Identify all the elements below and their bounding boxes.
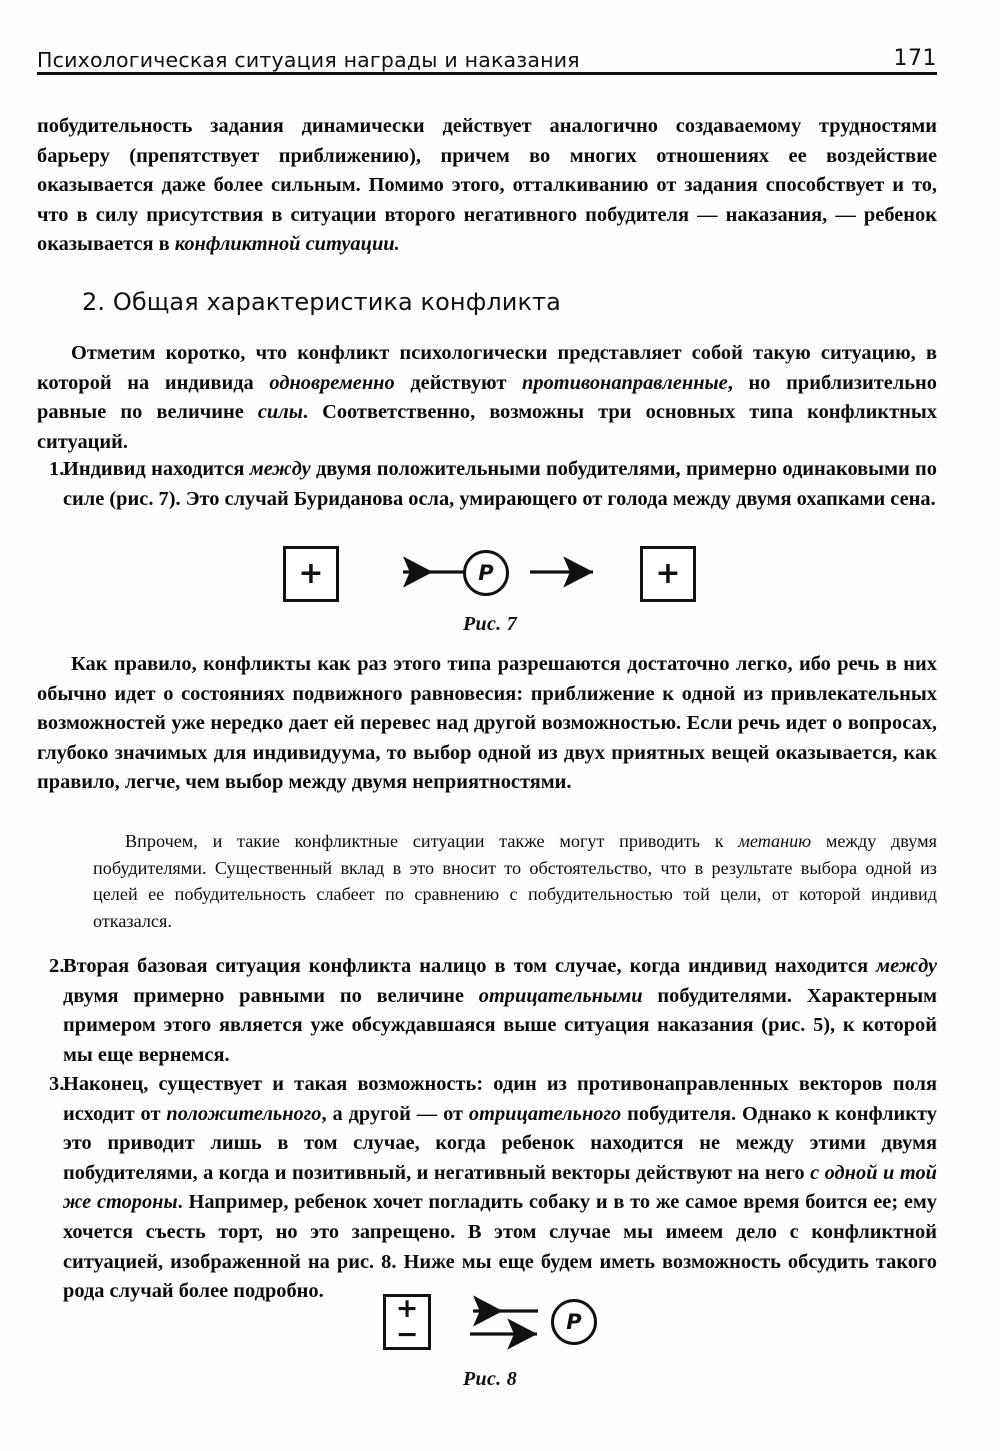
intro-paragraph	[37, 112, 937, 260]
li2-italic-1: между	[876, 955, 937, 977]
list-item-3-number: 3.	[49, 1073, 65, 1095]
li2-part-3: побудителями. Характерным примером этого является уже обсуждавшаяся выше ситуация наказания (рис. 5), к которой мы еще вернемся.	[63, 984, 937, 1066]
lead-part-2: действуют	[394, 371, 523, 394]
small-italic-1: метанию	[738, 831, 812, 851]
figure-7-right-square	[640, 546, 696, 602]
lead-part-4: . Соответственно, возможны три основных типа конфликтных ситуаций.	[37, 401, 937, 453]
li3-italic-1: положительного	[166, 1102, 322, 1125]
intro-paragraph-text: побудительность задания динамически действует аналогично создаваемому трудностями барьеру (препятствует приближению), причем во многих отношениях ее воздействие оказывается даже более сильным. Помимо этого, отталкиванию от задания способствует и то, что в силу присутствия в ситуации второго негативного побудителя — наказания, — ребенок оказывается в	[37, 115, 937, 256]
figure-7	[0, 535, 1000, 645]
section-heading: 2. Общая характеристика конфликта	[82, 288, 561, 316]
list-item-1-number: 1.	[49, 458, 65, 480]
small-part-2: между двумя побудителями. Существенный вклад в это вносит то обстоятельство, что в результате выбора одной из целей ее побудительность слабеет по сравнению с побудительностью той цели, от которой индивид отказался.	[93, 831, 937, 931]
li1-part-2: двумя положительными побудителями, примерно одинаковыми по силе (рис. 7). Это случай Буриданова осла, умирающего от голода между двумя охапками сена.	[63, 458, 937, 510]
list-item-2	[37, 952, 937, 1070]
lead-italic-1: одновременно	[269, 371, 395, 394]
paragraph-after-fig7: Как правило, конфликты как раз этого типа разрешаются достаточно легко, ибо речь в них обычно идет о состояниях подвижного равновесия: приближение к одной из привлекательных возможностей уже нередко дает ей перевес над другой возможностью. Если речь идет о вопросах, глубоко значимых для индивидуума, то выбор одной из двух приятных вещей оказывается, как правило, легче, чем выбор между двумя неприятностями.	[37, 653, 937, 794]
figure-8-left-square	[383, 1294, 431, 1350]
lead-part-1: Отметим коротко, что конфликт психологически представляет собой такую ситуацию, в которой на индивида	[37, 342, 937, 394]
intro-paragraph-block	[37, 112, 937, 260]
li2-part-2: двумя примерно равными по величине	[63, 984, 479, 1007]
li3-part-4: . Например, ребенок хочет погладить собаку и в то же самое время боится ее; ему хочется съесть торт, но это запрещено. В этом случае мы имеем дело с конфликтной ситуацией, изображенной на рис. 8. Ниже мы еще будем иметь возможность обсудить такого рода случай более подробно.	[63, 1191, 937, 1303]
list-item-2-text	[63, 952, 937, 1070]
figure-8-caption: Рис. 8	[463, 1368, 518, 1390]
li3-italic-2: отрицательного	[468, 1102, 622, 1125]
intro-paragraph-italic: конфликтной ситуации.	[174, 233, 400, 256]
paragraph-after-fig7-block	[37, 650, 937, 798]
list-item-3-text	[63, 1070, 937, 1307]
figure-8	[0, 1286, 1000, 1406]
lead-italic-3: силы	[257, 401, 303, 424]
list-item-3	[37, 1070, 937, 1307]
list-item-1	[37, 455, 937, 514]
page-number: 171	[893, 46, 937, 71]
list-item-1-text	[63, 455, 937, 514]
running-head-title: Психологическая ситуация награды и наказания	[37, 47, 580, 72]
li3-part-1: Наконец, существует и такая возможность: один из противонаправленных векторов поля исходит от	[63, 1073, 937, 1125]
minus-sign-icon: −	[395, 1319, 419, 1350]
lead-italic-2: противонаправленные	[522, 371, 728, 394]
figure-7-center-circle	[463, 550, 509, 596]
li2-part-1: Вторая базовая ситуация конфликта налицо в том случае, когда индивид находится	[63, 955, 877, 977]
list-item-2-number: 2.	[49, 955, 65, 977]
li1-part-1: Индивид находится	[63, 458, 250, 480]
li3-part-3: побудителя. Однако к конфликту это приводит лишь в том случае, когда ребенок находится не между этими двумя побудителями, а когда и позитивный, и негативный векторы действуют на него	[63, 1102, 937, 1184]
running-head	[37, 36, 937, 70]
small-paragraph-block	[93, 828, 937, 934]
figure-8-circle-label: P	[566, 1310, 582, 1334]
plus-sign-icon: +	[395, 1293, 419, 1325]
lead-paragraph	[37, 339, 937, 457]
header-divider-rule	[37, 72, 937, 75]
small-paragraph	[93, 828, 937, 934]
plus-sign-icon: +	[298, 555, 324, 591]
li1-italic-1: между	[249, 458, 311, 480]
small-part-1: Впрочем, и такие конфликтные ситуации также могут приводить к	[125, 831, 739, 851]
figure-7-circle-label: P	[478, 561, 494, 585]
li3-italic-3: с одной и той же стороны	[63, 1161, 937, 1214]
li2-italic-2: отрицательными	[478, 984, 643, 1007]
lead-part-3: , но приблизительно равные по величине	[37, 371, 937, 424]
figure-7-left-square	[283, 546, 339, 602]
plus-sign-icon: +	[655, 555, 681, 591]
li3-part-2: , а другой — от	[321, 1102, 469, 1125]
figure-7-caption: Рис. 7	[463, 613, 518, 635]
figure-8-circle	[551, 1299, 597, 1345]
lead-paragraph-block	[37, 339, 937, 457]
